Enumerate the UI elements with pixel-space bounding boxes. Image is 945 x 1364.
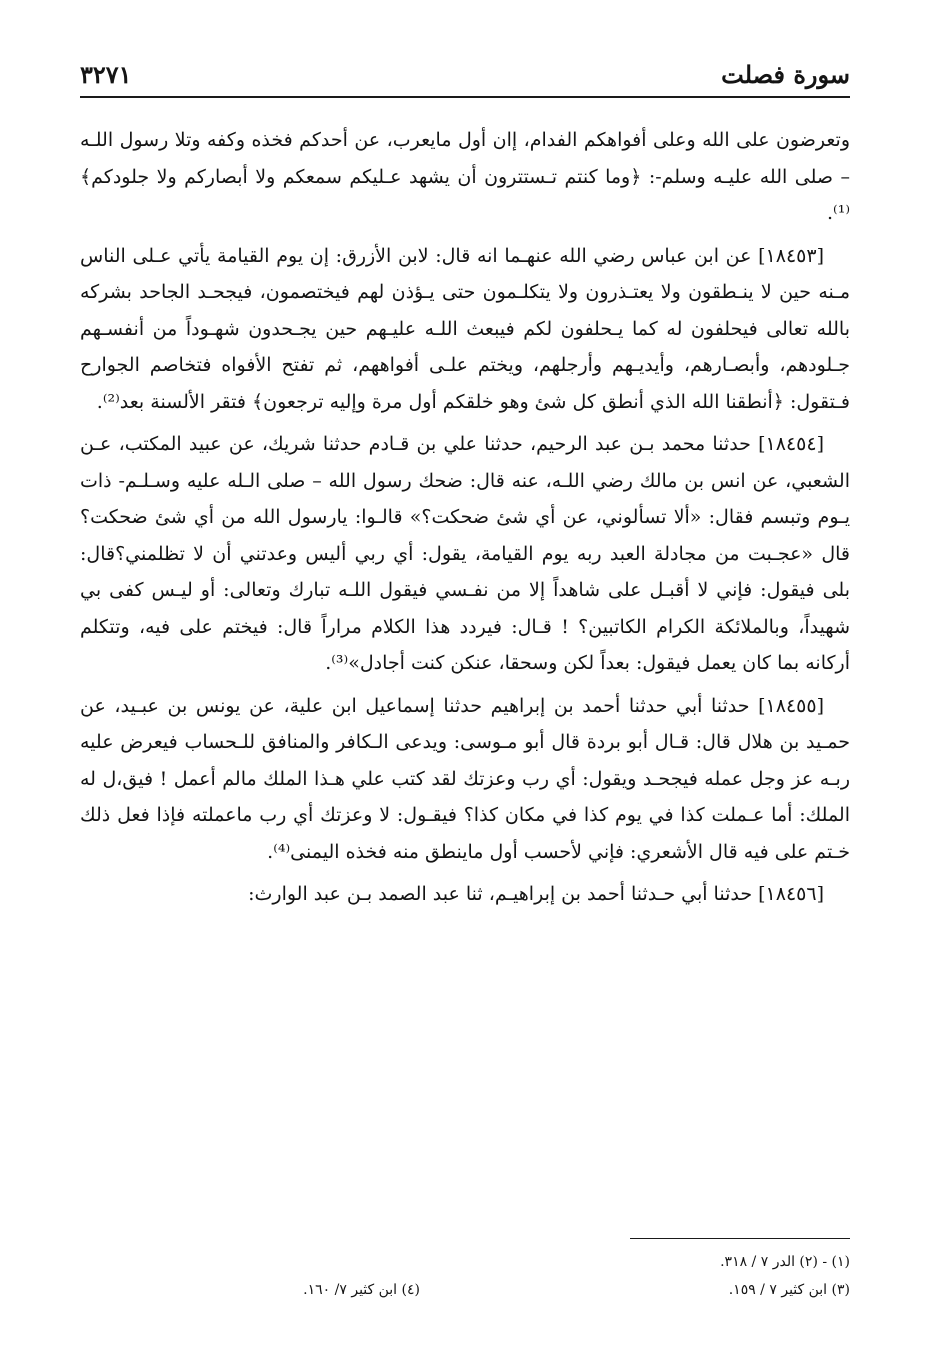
- footnotes: [80, 1250, 850, 1306]
- paragraph-hadith-18454: [١٨٤٥٤] حدثنا محمد بـن عبد الرحيم، حدثنا علي بن قـادم حدثنا شريك، عن عبيد المكتب، عـن الشعبي، عن انس بن مالك رضي اللـه، عنه قال: ضحك رسول الله – صلى الـله عليه وسـلـم- ذات يـوم وتبسم فقال: «ألا تسألوني، عن أي شئ ضحكت؟» قالـوا: يارسول الله من أي شئ ضحكت؟ قال «عجـبت من مجادلة العبد ربه يوم القيامة، يقول: أي ربي أليس وعدتني أن لا تظلمني؟قال: بلى فيقول: فإني لا أقبـل على شاهداً إلا من نفـسي فيقول اللـه تبارك وتعالى: أو ليـس كفى بي شهيداً، وبالملائكة الكرام الكاتبين؟ ! قـال: فيردد هذا الكلام مراراً قال: فيختم على فيه، وتتكلم أركانه بما كان يعمل فيقول: بعداً لكن وسحقا، عنكن كنت أجادل»⁽³⁾.: [80, 433, 850, 674]
- paragraph-hadith-18456: [١٨٤٥٦] حدثنا أبي حـدثنا أحمد بن إبراهيـم، ثنا عبد الصمد بـن عبد الوارث:: [248, 883, 824, 905]
- paragraph-hadith-18453: [١٨٤٥٣] عن ابن عباس رضي الله عنهـما انه قال: لابن الأزرق: إن يوم القيامة يأتي عـلى الناس مـنه حين لا ينـطقون ولا يعتـذرون ولا يتكلـمون حتى يـؤذن لهم فيختصمون، فيجحـد الجاحد بشركه بالله تعالى فيحلفون له كما يـحلفون لكم فيبعث اللـه عليـهم حين يجـحدون شهـوداً من أنفسـهم جـلودهم، وأبصـارهم، وأيديـهم وأرجلهم، ويختم علـى أفواههم، ثم تفتح الأفواه فتخاصم الجوارح فـتقول: ﴿أنطقنا الله الذي أنطق كل شئ وهو خلقكم أول مرة وإليه ترجعون﴾ فتقر الألسنة بعد⁽²⁾.: [80, 244, 850, 413]
- footnote-1-2: (١) - (٢) الدر ٧ / ٣١٨.: [720, 1254, 850, 1270]
- footnote-3: (٣) ابن كثير ٧ / ١٥٩.: [728, 1282, 850, 1298]
- paragraph-hadith-18455: [١٨٤٥٥] حدثنا أبي حدثنا أحمد بن إبراهيم حدثنا إسماعيل ابن علية، عن يونس بن عبـيد، عن حمـيد بن هلال قال: قـال أبو بردة قال أبو مـوسى: ويدعى الـكافر والمنافق للـحساب فيعرض عليه ربـه عز وجل عمله فيجحـد ويقول: أي رب وعزتك لقد كتب علي هـذا الملك مالم أعمل ! فيق،ل له الملك: أما عـملت كذا في يوم كذا في مكان كذا؟ فيقـول: لا وعزتك أي رب ماعملته فإذا فعل ذلك خـتم على فيه قال الأشعري: فإني لأحسب أول ماينطق منه فخذه اليمنى⁽⁴⁾.: [80, 694, 850, 863]
- main-text: [80, 122, 850, 919]
- footnote-divider: [630, 1238, 850, 1239]
- footnote-row: [80, 1250, 850, 1278]
- footnote-4: (٤) ابن كثير ٧/ ١٦٠.: [303, 1282, 420, 1298]
- sura-title: سورة فصلت: [721, 60, 850, 89]
- page-header: [80, 58, 850, 98]
- page-number: ٣٢٧١: [80, 60, 132, 89]
- paragraph-continuation: وتعرضون على الله وعلى أفواهكم الفدام، إان أول مايعرب، عن أحدكم فخذه وكفه وتلا رسول اللـه – صلى الله عليـه وسلم-: ﴿وما كنتم تـستترون أن يشهد عـليكم سمعكم ولا أبصاركم ولا جلودكم﴾⁽¹⁾.: [80, 129, 850, 224]
- footnote-row: [80, 1278, 850, 1306]
